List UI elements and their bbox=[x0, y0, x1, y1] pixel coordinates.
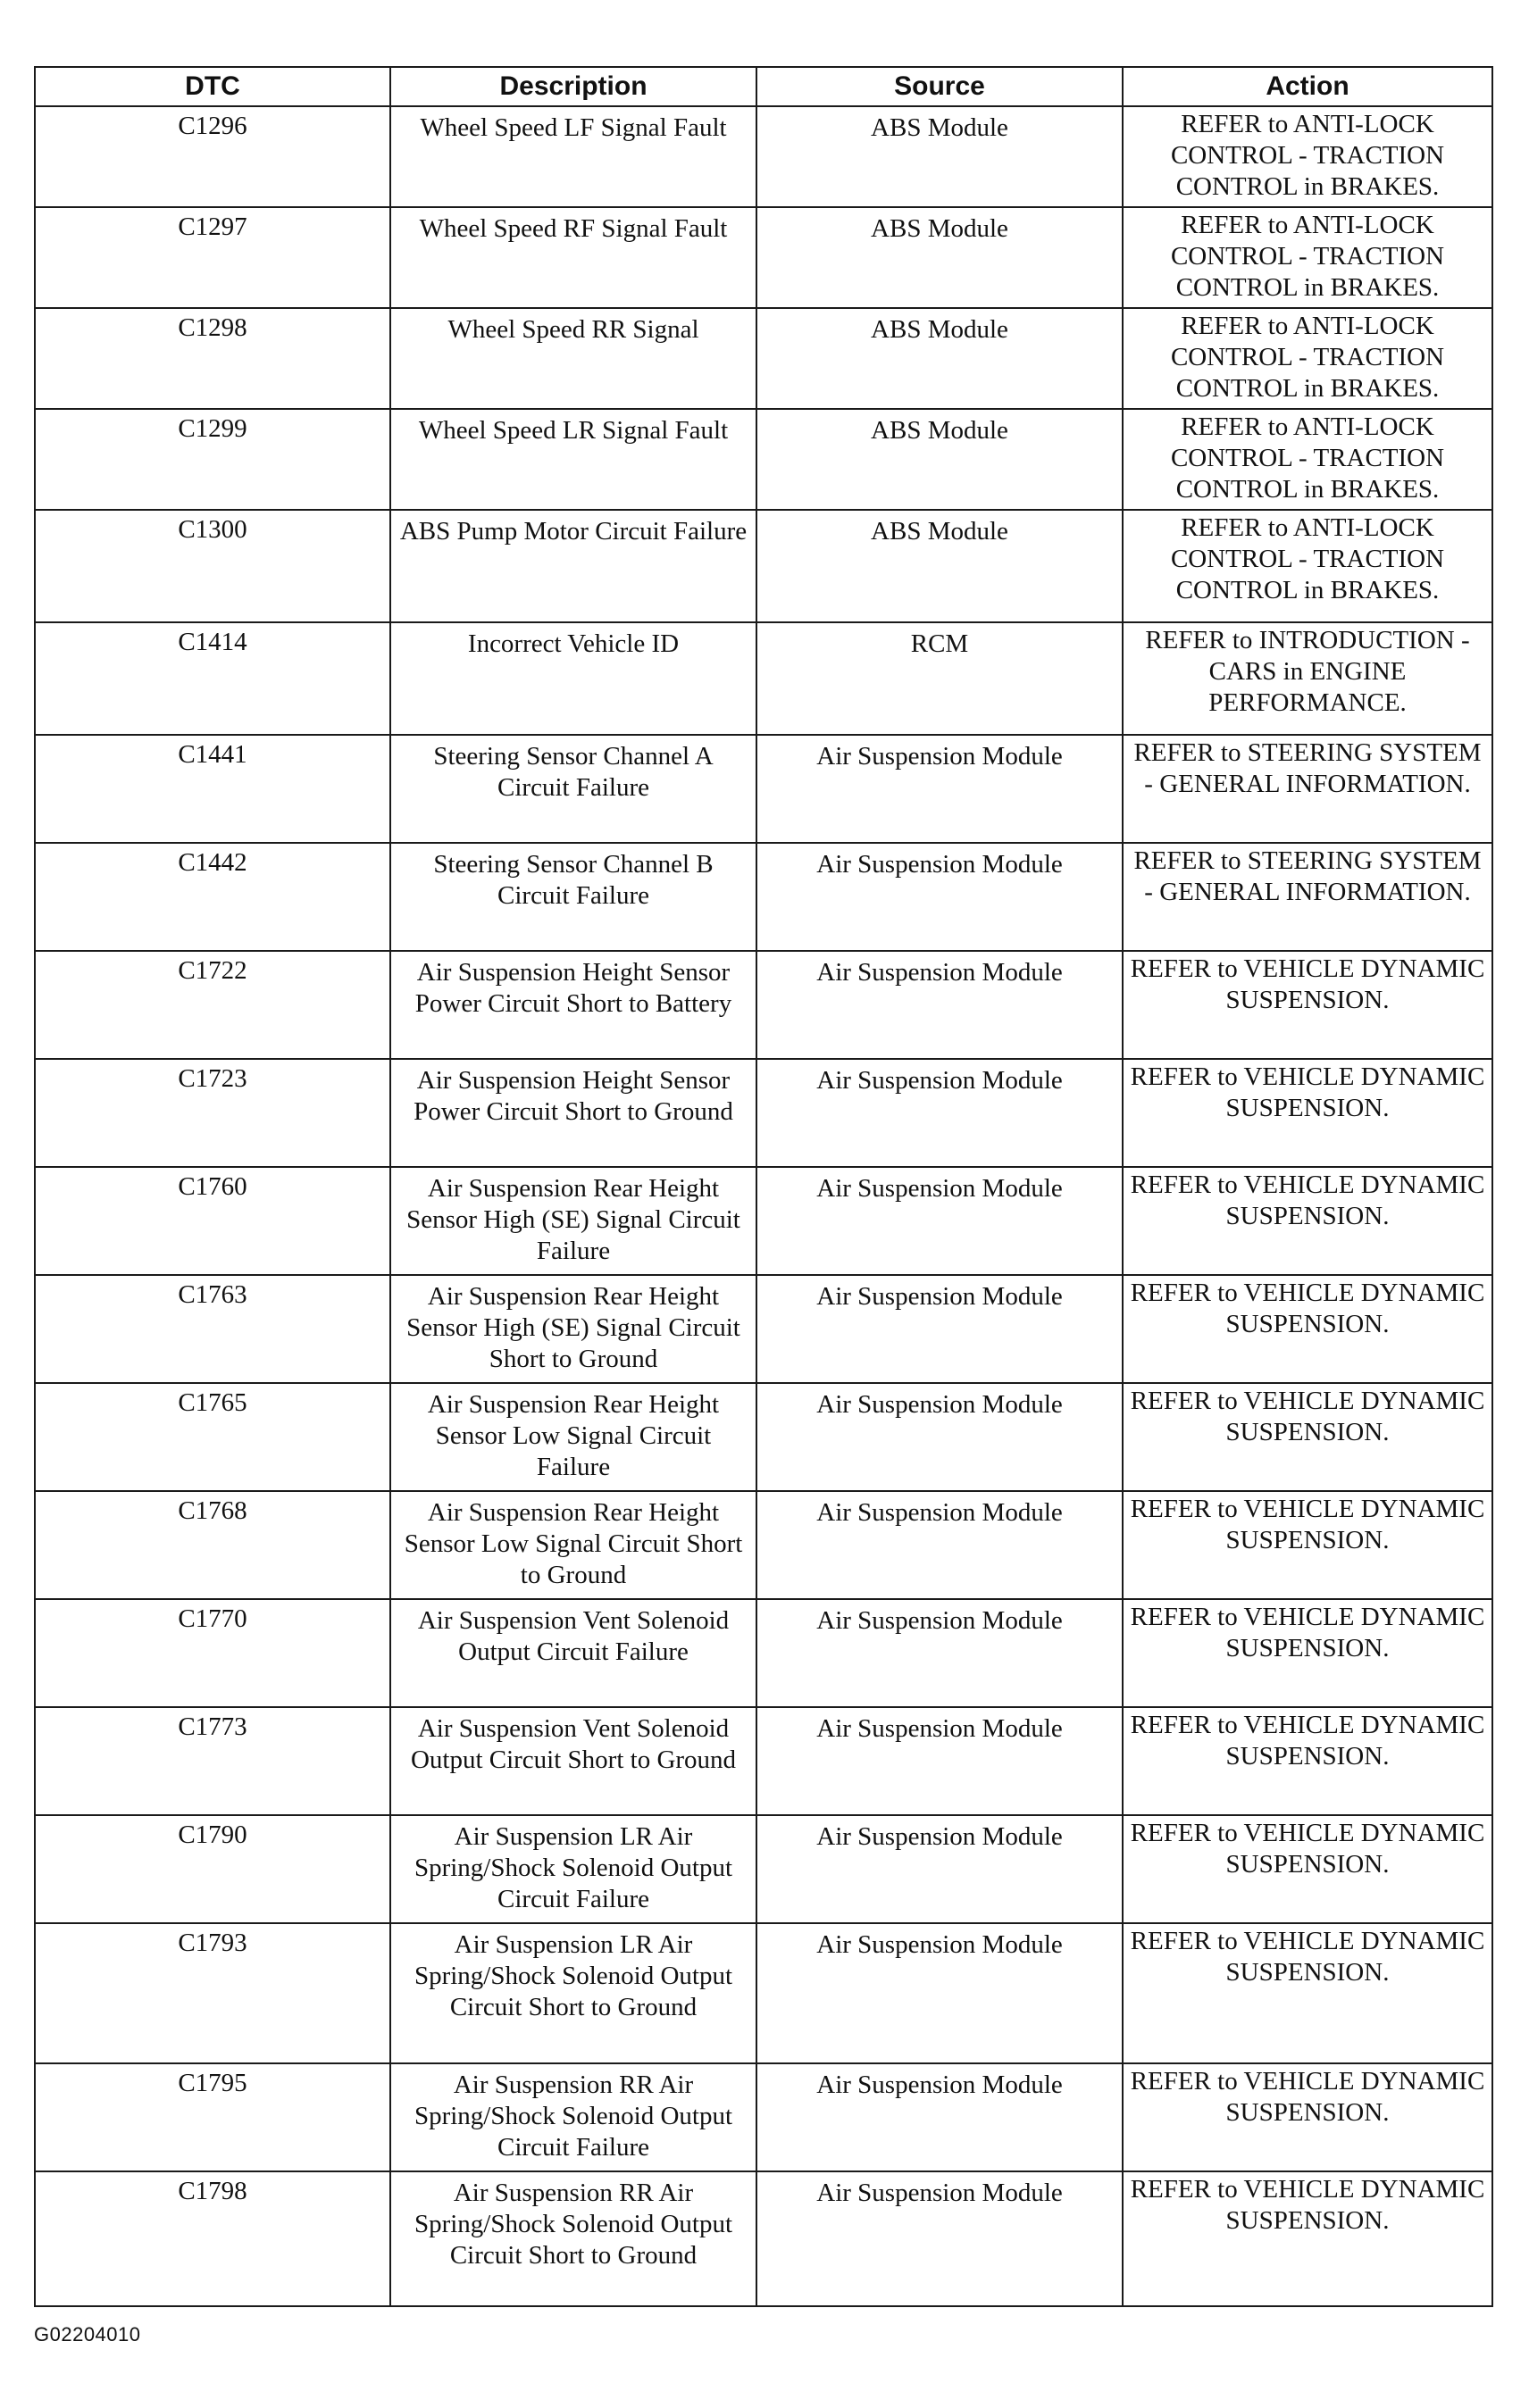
dtc-description: Air Suspension RR Air Spring/Shock Solenoid Output Circuit Short to Ground bbox=[390, 2171, 756, 2306]
dtc-description: Air Suspension LR Air Spring/Shock Solenoid Output Circuit Short to Ground bbox=[390, 1923, 756, 2063]
dtc-action: REFER to VEHICLE DYNAMIC SUSPENSION. bbox=[1123, 1707, 1492, 1815]
dtc-source: Air Suspension Module bbox=[756, 2063, 1123, 2171]
dtc-source: Air Suspension Module bbox=[756, 2171, 1123, 2306]
table-row bbox=[35, 409, 1492, 510]
dtc-action: REFER to VEHICLE DYNAMIC SUSPENSION. bbox=[1123, 1599, 1492, 1707]
dtc-description: ABS Pump Motor Circuit Failure bbox=[390, 510, 756, 622]
table-row bbox=[35, 2063, 1492, 2171]
dtc-description: Steering Sensor Channel A Circuit Failure bbox=[390, 735, 756, 843]
table-row bbox=[35, 735, 1492, 843]
dtc-description: Air Suspension LR Air Spring/Shock Solenoid Output Circuit Failure bbox=[390, 1815, 756, 1923]
table-row bbox=[35, 622, 1492, 735]
table-row bbox=[35, 1059, 1492, 1167]
dtc-action: REFER to VEHICLE DYNAMIC SUSPENSION. bbox=[1123, 1383, 1492, 1491]
dtc-source: Air Suspension Module bbox=[756, 843, 1123, 951]
dtc-action: REFER to VEHICLE DYNAMIC SUSPENSION. bbox=[1123, 1275, 1492, 1383]
dtc-source: Air Suspension Module bbox=[756, 1491, 1123, 1599]
header-row bbox=[35, 67, 1492, 106]
dtc-action: REFER to ANTI-LOCK CONTROL - TRACTION CONTROL in BRAKES. bbox=[1123, 409, 1492, 510]
dtc-description: Wheel Speed RR Signal bbox=[390, 308, 756, 409]
dtc-code: C1300 bbox=[35, 510, 390, 622]
dtc-source: Air Suspension Module bbox=[756, 1815, 1123, 1923]
dtc-description: Air Suspension Height Sensor Power Circuit Short to Ground bbox=[390, 1059, 756, 1167]
header-description: Description bbox=[390, 67, 756, 106]
dtc-action: REFER to VEHICLE DYNAMIC SUSPENSION. bbox=[1123, 1059, 1492, 1167]
dtc-action: REFER to VEHICLE DYNAMIC SUSPENSION. bbox=[1123, 1167, 1492, 1275]
dtc-action: REFER to VEHICLE DYNAMIC SUSPENSION. bbox=[1123, 1815, 1492, 1923]
dtc-source: Air Suspension Module bbox=[756, 1059, 1123, 1167]
header-action: Action bbox=[1123, 67, 1492, 106]
dtc-action: REFER to VEHICLE DYNAMIC SUSPENSION. bbox=[1123, 2063, 1492, 2171]
header-dtc: DTC bbox=[35, 67, 390, 106]
dtc-description: Air Suspension RR Air Spring/Shock Solenoid Output Circuit Failure bbox=[390, 2063, 756, 2171]
dtc-code: C1723 bbox=[35, 1059, 390, 1167]
dtc-source: Air Suspension Module bbox=[756, 1599, 1123, 1707]
dtc-code: C1299 bbox=[35, 409, 390, 510]
dtc-code: C1773 bbox=[35, 1707, 390, 1815]
table-body bbox=[35, 106, 1492, 2306]
table-row bbox=[35, 843, 1492, 951]
table-row bbox=[35, 951, 1492, 1059]
dtc-action: REFER to ANTI-LOCK CONTROL - TRACTION CONTROL in BRAKES. bbox=[1123, 106, 1492, 207]
dtc-code: C1414 bbox=[35, 622, 390, 735]
table-row bbox=[35, 1599, 1492, 1707]
table-row bbox=[35, 510, 1492, 622]
table-row bbox=[35, 1491, 1492, 1599]
dtc-description: Air Suspension Rear Height Sensor Low Signal Circuit Short to Ground bbox=[390, 1491, 756, 1599]
dtc-source: ABS Module bbox=[756, 308, 1123, 409]
dtc-action: REFER to VEHICLE DYNAMIC SUSPENSION. bbox=[1123, 2171, 1492, 2306]
dtc-action: REFER to INTRODUCTION - CARS in ENGINE PERFORMANCE. bbox=[1123, 622, 1492, 735]
dtc-source: Air Suspension Module bbox=[756, 1923, 1123, 2063]
dtc-code: C1722 bbox=[35, 951, 390, 1059]
dtc-code: C1795 bbox=[35, 2063, 390, 2171]
dtc-table bbox=[34, 66, 1493, 2307]
dtc-code: C1793 bbox=[35, 1923, 390, 2063]
table-row bbox=[35, 207, 1492, 308]
dtc-description: Wheel Speed LF Signal Fault bbox=[390, 106, 756, 207]
dtc-source: Air Suspension Module bbox=[756, 1707, 1123, 1815]
dtc-source: Air Suspension Module bbox=[756, 1383, 1123, 1491]
dtc-description: Air Suspension Rear Height Sensor Low Signal Circuit Failure bbox=[390, 1383, 756, 1491]
dtc-action: REFER to VEHICLE DYNAMIC SUSPENSION. bbox=[1123, 1491, 1492, 1599]
table-row bbox=[35, 1275, 1492, 1383]
dtc-code: C1798 bbox=[35, 2171, 390, 2306]
dtc-source: Air Suspension Module bbox=[756, 1275, 1123, 1383]
dtc-description: Air Suspension Height Sensor Power Circuit Short to Battery bbox=[390, 951, 756, 1059]
table-row bbox=[35, 1707, 1492, 1815]
dtc-action: REFER to ANTI-LOCK CONTROL - TRACTION CONTROL in BRAKES. bbox=[1123, 207, 1492, 308]
dtc-code: C1763 bbox=[35, 1275, 390, 1383]
dtc-source: RCM bbox=[756, 622, 1123, 735]
table-row bbox=[35, 1923, 1492, 2063]
table-row bbox=[35, 308, 1492, 409]
table-row bbox=[35, 1167, 1492, 1275]
dtc-description: Wheel Speed RF Signal Fault bbox=[390, 207, 756, 308]
dtc-code: C1760 bbox=[35, 1167, 390, 1275]
table-row bbox=[35, 1815, 1492, 1923]
dtc-description: Wheel Speed LR Signal Fault bbox=[390, 409, 756, 510]
dtc-code: C1765 bbox=[35, 1383, 390, 1491]
dtc-code: C1296 bbox=[35, 106, 390, 207]
dtc-description: Air Suspension Vent Solenoid Output Circuit Short to Ground bbox=[390, 1707, 756, 1815]
dtc-source: ABS Module bbox=[756, 510, 1123, 622]
dtc-code: C1770 bbox=[35, 1599, 390, 1707]
dtc-code: C1768 bbox=[35, 1491, 390, 1599]
dtc-source: ABS Module bbox=[756, 409, 1123, 510]
dtc-description: Air Suspension Rear Height Sensor High (SE) Signal Circuit Failure bbox=[390, 1167, 756, 1275]
figure-id: G02204010 bbox=[34, 2323, 141, 2346]
dtc-code: C1441 bbox=[35, 735, 390, 843]
dtc-action: REFER to ANTI-LOCK CONTROL - TRACTION CONTROL in BRAKES. bbox=[1123, 510, 1492, 622]
dtc-action: REFER to ANTI-LOCK CONTROL - TRACTION CONTROL in BRAKES. bbox=[1123, 308, 1492, 409]
dtc-description: Steering Sensor Channel B Circuit Failure bbox=[390, 843, 756, 951]
dtc-description: Air Suspension Rear Height Sensor High (SE) Signal Circuit Short to Ground bbox=[390, 1275, 756, 1383]
dtc-action: REFER to STEERING SYSTEM - GENERAL INFORMATION. bbox=[1123, 735, 1492, 843]
dtc-code: C1442 bbox=[35, 843, 390, 951]
table-row bbox=[35, 2171, 1492, 2306]
table-row bbox=[35, 106, 1492, 207]
dtc-source: Air Suspension Module bbox=[756, 735, 1123, 843]
header-source: Source bbox=[756, 67, 1123, 106]
dtc-description: Incorrect Vehicle ID bbox=[390, 622, 756, 735]
dtc-action: REFER to STEERING SYSTEM - GENERAL INFORMATION. bbox=[1123, 843, 1492, 951]
dtc-code: C1297 bbox=[35, 207, 390, 308]
dtc-source: Air Suspension Module bbox=[756, 1167, 1123, 1275]
dtc-source: ABS Module bbox=[756, 106, 1123, 207]
dtc-description: Air Suspension Vent Solenoid Output Circuit Failure bbox=[390, 1599, 756, 1707]
dtc-action: REFER to VEHICLE DYNAMIC SUSPENSION. bbox=[1123, 1923, 1492, 2063]
dtc-source: ABS Module bbox=[756, 207, 1123, 308]
dtc-source: Air Suspension Module bbox=[756, 951, 1123, 1059]
dtc-action: REFER to VEHICLE DYNAMIC SUSPENSION. bbox=[1123, 951, 1492, 1059]
table-row bbox=[35, 1383, 1492, 1491]
dtc-code: C1790 bbox=[35, 1815, 390, 1923]
dtc-code: C1298 bbox=[35, 308, 390, 409]
